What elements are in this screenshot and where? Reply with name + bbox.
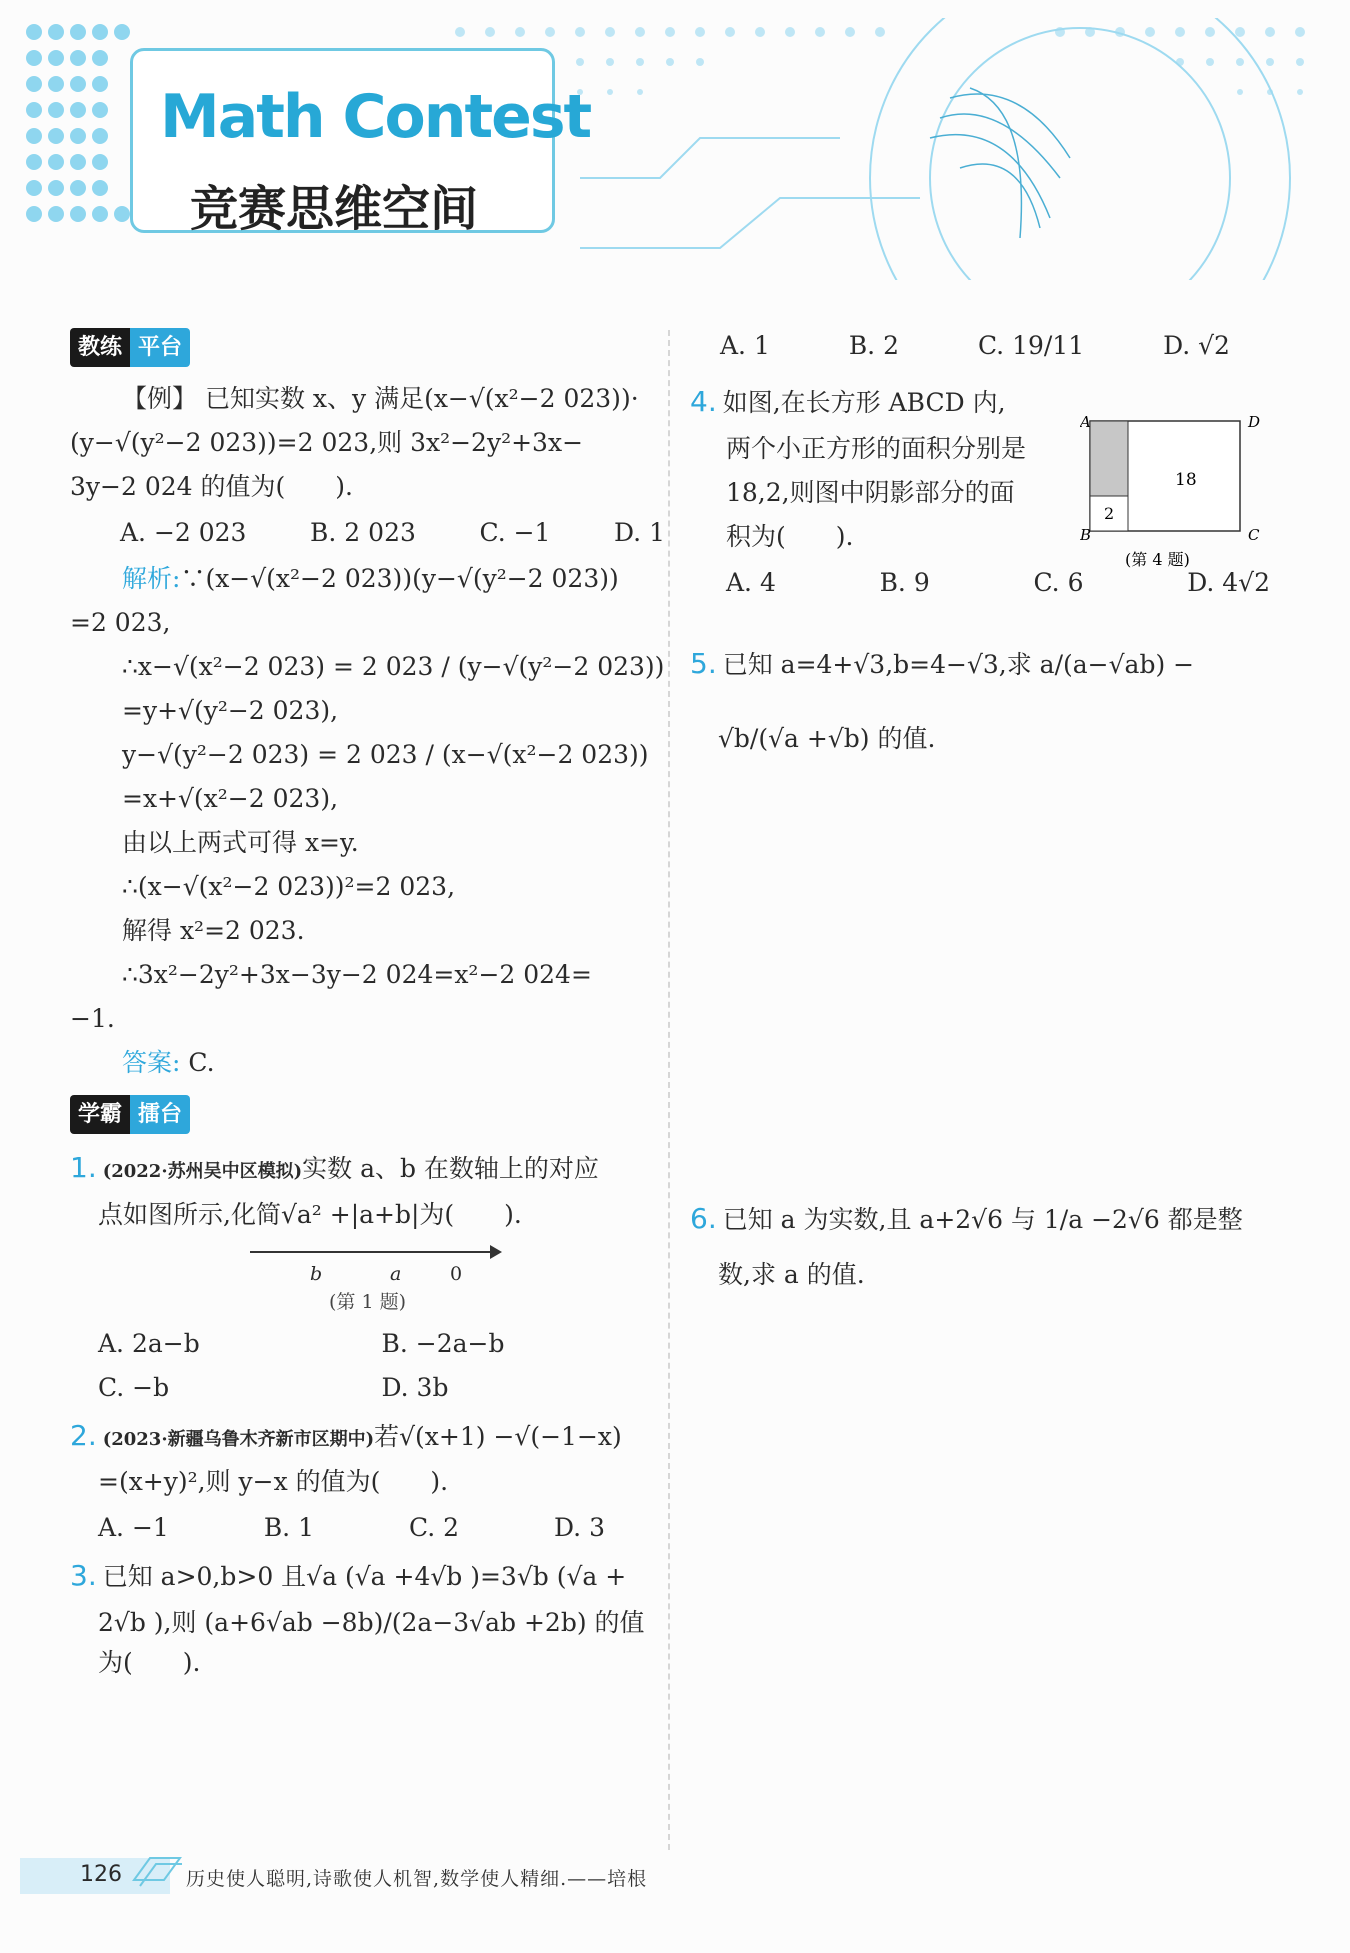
question-number: 6.: [690, 1202, 717, 1235]
question-text: 已知 a>0,b>0 且√a (√a +4√b )=3√b (√a +: [102, 1562, 627, 1592]
badge-part-a: 教练: [70, 328, 130, 367]
axis-arrow: [490, 1245, 502, 1259]
solution-line-6: =x+√(x²−2 023),: [122, 784, 339, 814]
question-2-line-2: =(x+y)²,则 y−x 的值为( ).: [98, 1467, 449, 1497]
question-number: 1.: [70, 1151, 97, 1185]
answer-label: 答案:: [122, 1048, 181, 1078]
option-c: C. 6: [1033, 567, 1084, 597]
badge-part-b: 擂台: [130, 1095, 190, 1134]
question-source: (2023·新疆乌鲁木齐新市区期中): [102, 1428, 375, 1450]
question-2: [70, 1414, 665, 1459]
section-badge-coach: [70, 328, 190, 367]
example-line-2: (y−√(y²−2 023))=2 023,则 3x²−2y²+3x−: [70, 428, 584, 458]
vertex-d: D: [1248, 415, 1260, 431]
question-6: [690, 1190, 1290, 1301]
question-1-options: [70, 1324, 665, 1408]
footer-quote: 历史使人聪明,诗歌使人机智,数学使人精细.——培根: [186, 1868, 648, 1890]
axis-line: [250, 1251, 495, 1253]
question-1: [70, 1146, 665, 1191]
axis-label-a: a: [390, 1263, 402, 1286]
option-a: A. 4: [726, 567, 776, 597]
question-text: 如图,在长方形 ABCD 内,: [722, 388, 1006, 417]
rectangle-diagram: [1080, 415, 1260, 575]
solution-line-8: ∴(x−√(x²−2 023))²=2 023,: [122, 872, 456, 902]
question-text: 已知 a=4+√3,b=4−√3,求 a/(a−√ab) −: [722, 650, 1195, 679]
question-number: 3.: [70, 1559, 97, 1593]
question-5: [690, 640, 1290, 760]
figure-4-caption: (第 4 题): [1125, 550, 1190, 569]
option-c: C. 2: [408, 1513, 460, 1543]
solution-line-2: =2 023,: [70, 608, 171, 638]
option-d: D. 4√2: [1187, 567, 1270, 597]
small-square-area: 2: [1104, 504, 1115, 523]
solution-line-10: ∴3x²−2y²+3x−3y−2 024=x²−2 024=: [122, 960, 592, 990]
rectangle-figure: [1080, 415, 1260, 575]
banner-title-chinese: 竞赛思维空间: [190, 181, 479, 237]
vertex-b: B: [1080, 526, 1092, 544]
solution-line-5: y−√(y²−2 023) = 2 023 / (x−√(x²−2 023)): [122, 740, 649, 770]
question-1-line-2: 点如图所示,化简√a² +|a+b|为( ).: [98, 1200, 522, 1230]
solution-label: 解析:: [122, 564, 181, 594]
option-d: D. 1: [614, 518, 665, 548]
page-number: 126: [20, 1858, 170, 1894]
question-6-line-1: [690, 1190, 1290, 1249]
example-line-3: 3y−2 024 的值为( ).: [70, 472, 353, 502]
option-b: B. −2a−b: [381, 1328, 505, 1358]
answer-line: [70, 1043, 665, 1083]
question-2-options: [70, 1508, 665, 1548]
figure-1-caption: (第 1 题): [329, 1291, 406, 1314]
question-3: [70, 1554, 665, 1599]
option-d: D. 3: [554, 1513, 605, 1543]
solution-text-1: ∵(x−√(x²−2 023))(y−√(y²−2 023)): [180, 564, 619, 594]
option-a: A. 2a−b: [98, 1328, 200, 1358]
large-square-area: 18: [1175, 470, 1197, 490]
axis-label-b: b: [310, 1263, 323, 1286]
option-c: C. −1: [479, 518, 551, 548]
question-text: 实数 a、b 在数轴上的对应: [302, 1154, 599, 1184]
question-number: 4.: [690, 385, 717, 418]
question-4-line-4: 积为( ).: [726, 521, 854, 551]
vertex-a: A: [1080, 415, 1091, 431]
option-b: B. 9: [879, 567, 930, 597]
question-text: 若√(x+1) −√(−1−x): [374, 1421, 622, 1451]
question-number: 2.: [70, 1418, 97, 1452]
option-a: A. −1: [98, 1513, 169, 1543]
example-options: [70, 513, 665, 553]
badge-part-a: 学霸: [70, 1095, 130, 1134]
question-4-line-3: 18,2,则图中阴影部分的面: [726, 477, 1015, 507]
number-line-figure: [250, 1241, 510, 1287]
question-4-line-2: 两个小正方形的面积分别是: [726, 433, 1027, 463]
option-a: A. 1: [720, 331, 770, 360]
solution-line-7: 由以上两式可得 x=y.: [122, 828, 359, 858]
solution-line-11: −1.: [70, 1004, 115, 1034]
question-5-line-1: [690, 640, 1290, 688]
question-6-line-2: 数,求 a 的值.: [718, 1259, 865, 1289]
option-c: C. −b: [98, 1372, 170, 1402]
option-b: B. 2 023: [310, 518, 416, 548]
badge-part-b: 平台: [130, 328, 190, 367]
question-3-line-2: 2√b ),则 (a+6√ab −8b)/(2a−3√ab +2b) 的值为( ).: [98, 1608, 645, 1678]
solution-line-9: 解得 x²=2 023.: [122, 916, 305, 946]
option-d: D. 3b: [381, 1372, 449, 1402]
example-line-1: 【例】 已知实数 x、y 满足(x−√(x²−2 023))·: [122, 384, 639, 414]
option-b: B. 2: [848, 331, 899, 360]
solution-line-4: =y+√(y²−2 023),: [122, 696, 339, 726]
question-5-line-2: √b/(√a +√b) 的值.: [718, 723, 936, 753]
column-divider: [668, 330, 670, 1850]
solution-line-1: [70, 559, 665, 599]
question-source: (2022·苏州吴中区模拟): [102, 1161, 303, 1183]
vertex-c: C: [1248, 526, 1260, 544]
section-badge-arena: [70, 1095, 190, 1134]
page-footer: [20, 1850, 1330, 1910]
option-b: B. 1: [263, 1513, 314, 1543]
left-column: [70, 320, 665, 1687]
option-c: C. 19/11: [977, 331, 1085, 360]
question-number: 5.: [690, 647, 717, 680]
question-text: 已知 a 为实数,且 a+2√6 与 1/a −2√6 都是整: [722, 1205, 1243, 1234]
banner-title-english: Math Contest: [160, 82, 591, 152]
option-a: A. −2 023: [120, 518, 247, 548]
solution-line-3: ∴x−√(x²−2 023) = 2 023 / (y−√(y²−2 023)): [122, 652, 665, 682]
option-d: D. √2: [1163, 331, 1230, 360]
question-3-options: [690, 326, 1290, 366]
answer-value: C.: [188, 1048, 215, 1078]
shaded-region: [1090, 421, 1128, 496]
book-icon: [130, 1850, 186, 1894]
axis-label-zero: 0: [450, 1263, 463, 1286]
